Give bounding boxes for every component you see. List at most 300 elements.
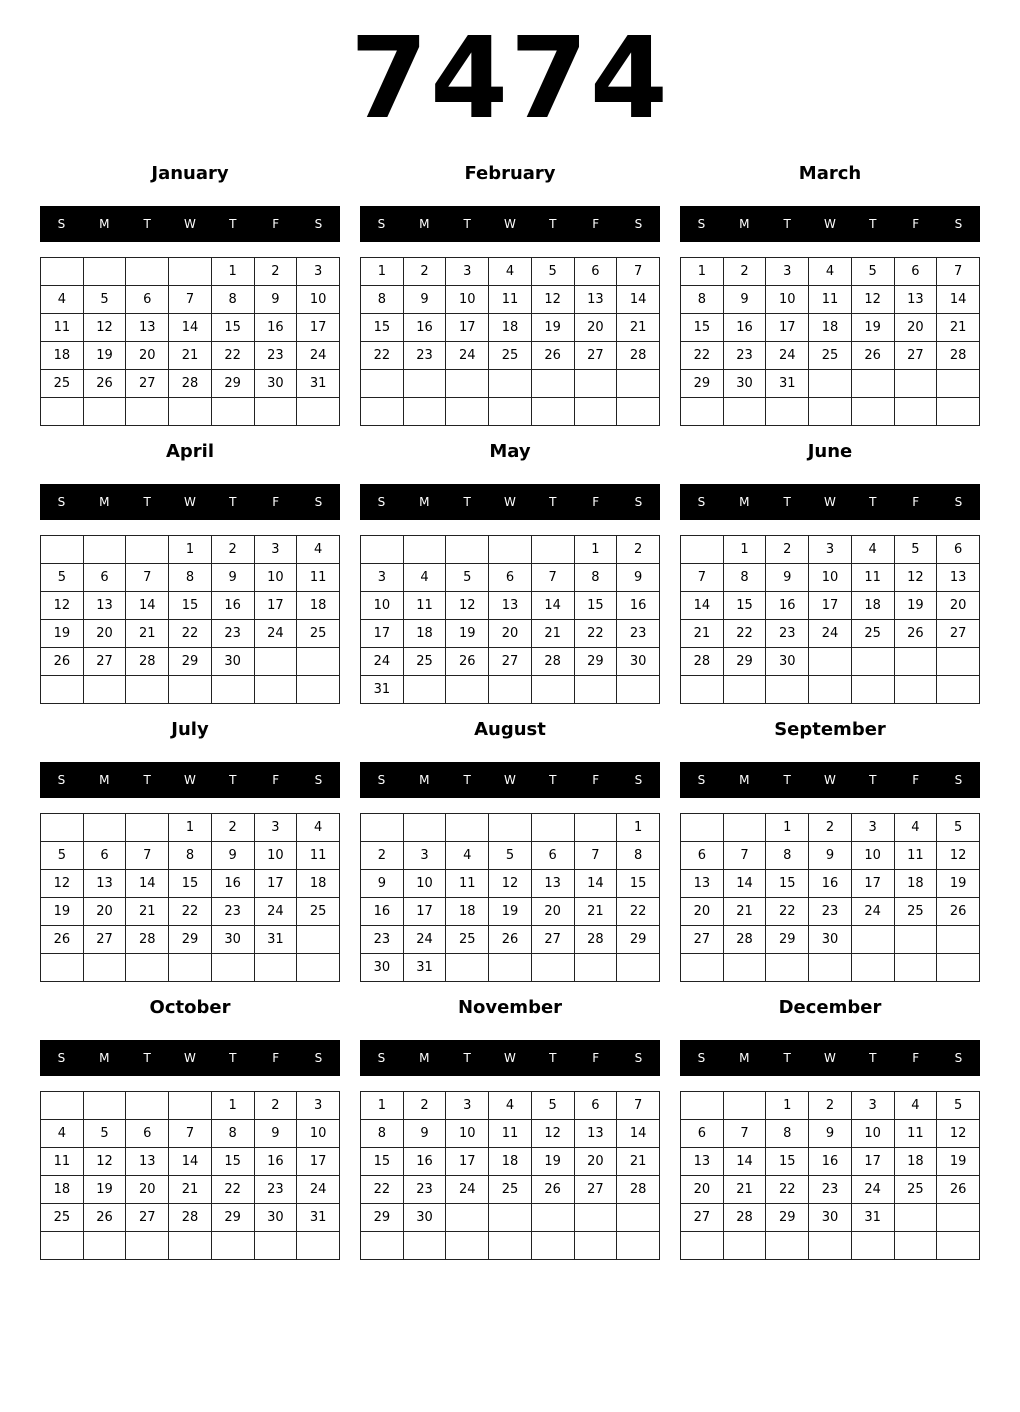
day-cell [41, 398, 84, 426]
day-cell: 31 [851, 1204, 894, 1232]
weekday-header: W [504, 1051, 516, 1065]
week-row [681, 564, 980, 592]
day-cell: 25 [403, 648, 446, 676]
day-cell: 31 [361, 676, 404, 704]
weekday-header: T [463, 217, 471, 231]
day-cell [617, 1204, 660, 1232]
weekday-header: S [314, 495, 323, 509]
day-grid [360, 1091, 660, 1260]
day-cell: 17 [851, 870, 894, 898]
day-cell: 12 [83, 1148, 126, 1176]
day-cell: 10 [851, 1120, 894, 1148]
day-cell: 8 [169, 564, 212, 592]
year-title: 7474 [350, 14, 670, 144]
day-cell: 14 [169, 1148, 212, 1176]
day-cell: 11 [809, 286, 852, 314]
day-cell [169, 1232, 212, 1260]
day-cell: 27 [574, 342, 617, 370]
day-cell: 2 [254, 258, 297, 286]
day-cell [574, 398, 617, 426]
day-cell: 27 [681, 926, 724, 954]
day-cell: 30 [809, 1204, 852, 1232]
day-cell: 16 [361, 898, 404, 926]
day-cell: 18 [489, 1148, 532, 1176]
day-cell: 26 [937, 898, 980, 926]
day-cell: 25 [446, 926, 489, 954]
weekday-header: T [549, 495, 557, 509]
day-cell [403, 536, 446, 564]
day-cell: 27 [83, 926, 126, 954]
day-cell: 19 [937, 1148, 980, 1176]
day-cell: 11 [489, 286, 532, 314]
weekday-header: M [739, 217, 750, 231]
day-cell [531, 676, 574, 704]
weekday-header: S [634, 1051, 643, 1065]
day-cell: 7 [169, 1120, 212, 1148]
day-cell: 8 [617, 842, 660, 870]
month-title: May [489, 441, 531, 462]
weekday-header: S [954, 495, 963, 509]
weekday-header: T [783, 773, 791, 787]
day-grid [40, 257, 340, 426]
day-cell [681, 814, 724, 842]
day-cell: 8 [211, 286, 254, 314]
week-row [41, 370, 340, 398]
day-cell: 5 [83, 1120, 126, 1148]
weekday-header: T [463, 773, 471, 787]
day-cell: 25 [41, 370, 84, 398]
day-cell: 23 [403, 1176, 446, 1204]
day-cell: 1 [723, 536, 766, 564]
day-cell: 11 [41, 314, 84, 342]
day-cell: 22 [211, 342, 254, 370]
day-cell: 8 [361, 1120, 404, 1148]
day-cell: 2 [254, 1092, 297, 1120]
day-cell [894, 954, 937, 982]
weekday-header: M [99, 495, 110, 509]
day-cell: 14 [723, 870, 766, 898]
day-cell [851, 676, 894, 704]
day-cell: 18 [894, 870, 937, 898]
week-row [361, 342, 660, 370]
day-cell: 1 [361, 258, 404, 286]
day-cell [446, 1204, 489, 1232]
day-cell: 10 [297, 286, 340, 314]
day-grid [680, 813, 980, 982]
day-cell [83, 676, 126, 704]
weekday-header: T [143, 1051, 151, 1065]
day-cell: 25 [894, 1176, 937, 1204]
day-cell: 25 [297, 898, 340, 926]
day-cell: 13 [937, 564, 980, 592]
day-cell: 9 [617, 564, 660, 592]
day-cell [531, 536, 574, 564]
weekday-header: W [184, 495, 196, 509]
day-cell: 29 [211, 1204, 254, 1232]
day-cell: 29 [211, 370, 254, 398]
day-cell: 6 [681, 1120, 724, 1148]
day-cell: 28 [723, 926, 766, 954]
weekday-header-row [360, 484, 660, 520]
day-cell [937, 1204, 980, 1232]
day-cell: 23 [809, 1176, 852, 1204]
day-cell: 29 [574, 648, 617, 676]
weekday-header: T [549, 773, 557, 787]
day-cell: 19 [937, 870, 980, 898]
week-row [361, 1176, 660, 1204]
day-cell: 11 [894, 842, 937, 870]
day-cell: 7 [681, 564, 724, 592]
day-cell: 24 [254, 620, 297, 648]
day-cell: 4 [41, 286, 84, 314]
day-cell [851, 398, 894, 426]
day-cell: 5 [531, 258, 574, 286]
day-cell: 26 [937, 1176, 980, 1204]
day-cell [681, 954, 724, 982]
day-cell: 24 [446, 1176, 489, 1204]
day-cell: 14 [169, 314, 212, 342]
weekday-header: W [824, 1051, 836, 1065]
day-cell: 4 [403, 564, 446, 592]
day-cell: 28 [531, 648, 574, 676]
day-cell: 2 [809, 1092, 852, 1120]
day-cell: 1 [574, 536, 617, 564]
weekday-header: S [377, 217, 386, 231]
weekday-header: S [954, 773, 963, 787]
day-cell [617, 398, 660, 426]
month-title: August [474, 719, 546, 740]
day-cell: 15 [574, 592, 617, 620]
day-cell: 27 [489, 648, 532, 676]
week-row [681, 1148, 980, 1176]
day-cell [403, 814, 446, 842]
day-cell: 8 [723, 564, 766, 592]
day-cell: 27 [574, 1176, 617, 1204]
day-cell: 3 [254, 536, 297, 564]
day-cell [489, 1204, 532, 1232]
week-row [681, 1092, 980, 1120]
day-cell: 21 [126, 620, 169, 648]
weekday-header: S [57, 1051, 66, 1065]
day-cell: 24 [851, 898, 894, 926]
day-cell: 8 [169, 842, 212, 870]
day-cell: 30 [723, 370, 766, 398]
day-cell: 14 [937, 286, 980, 314]
day-cell: 4 [851, 536, 894, 564]
day-cell: 22 [169, 898, 212, 926]
week-row [361, 592, 660, 620]
day-cell: 16 [403, 314, 446, 342]
day-cell: 9 [809, 1120, 852, 1148]
day-cell [297, 954, 340, 982]
day-grid [40, 813, 340, 982]
day-cell: 23 [254, 1176, 297, 1204]
day-cell: 29 [766, 926, 809, 954]
day-cell: 16 [254, 314, 297, 342]
day-cell [723, 954, 766, 982]
day-cell: 10 [361, 592, 404, 620]
month-title: December [778, 997, 882, 1018]
day-cell: 24 [297, 1176, 340, 1204]
day-cell [937, 648, 980, 676]
day-grid [40, 1091, 340, 1260]
day-cell [851, 926, 894, 954]
day-cell: 13 [126, 1148, 169, 1176]
day-cell: 21 [617, 314, 660, 342]
day-cell: 21 [169, 1176, 212, 1204]
weekday-header: S [57, 773, 66, 787]
day-cell: 3 [297, 258, 340, 286]
week-row [41, 314, 340, 342]
weekday-header: F [912, 495, 920, 509]
day-cell: 19 [83, 1176, 126, 1204]
day-cell: 8 [766, 1120, 809, 1148]
day-cell [126, 258, 169, 286]
day-cell: 16 [723, 314, 766, 342]
week-row [361, 926, 660, 954]
day-cell [41, 1092, 84, 1120]
weekday-header: W [184, 773, 196, 787]
week-row [361, 564, 660, 592]
day-cell: 18 [894, 1148, 937, 1176]
day-cell: 18 [297, 592, 340, 620]
weekday-header-row [680, 206, 980, 242]
day-cell: 12 [531, 1120, 574, 1148]
day-cell: 9 [361, 870, 404, 898]
day-cell: 5 [41, 564, 84, 592]
day-cell: 26 [531, 1176, 574, 1204]
day-cell: 28 [723, 1204, 766, 1232]
weekday-header-row [40, 206, 340, 242]
day-cell: 3 [446, 1092, 489, 1120]
day-cell: 22 [574, 620, 617, 648]
day-cell [41, 536, 84, 564]
day-cell [574, 1232, 617, 1260]
day-cell: 30 [361, 954, 404, 982]
week-row [681, 592, 980, 620]
day-cell [126, 676, 169, 704]
day-cell [83, 814, 126, 842]
week-row [361, 676, 660, 704]
day-cell: 3 [254, 814, 297, 842]
day-cell: 29 [723, 648, 766, 676]
day-cell [531, 1232, 574, 1260]
day-cell: 6 [574, 258, 617, 286]
day-cell: 21 [723, 898, 766, 926]
day-cell: 4 [809, 258, 852, 286]
day-cell: 12 [41, 592, 84, 620]
day-cell: 25 [894, 898, 937, 926]
weekday-header: F [592, 1051, 600, 1065]
week-row [41, 648, 340, 676]
day-cell: 9 [211, 564, 254, 592]
week-row [681, 536, 980, 564]
day-cell: 8 [574, 564, 617, 592]
day-grid [360, 535, 660, 704]
day-cell: 12 [489, 870, 532, 898]
day-cell: 23 [361, 926, 404, 954]
day-cell [894, 926, 937, 954]
week-row [681, 370, 980, 398]
week-row [41, 870, 340, 898]
day-cell [169, 398, 212, 426]
weekday-header: S [697, 217, 706, 231]
day-cell: 24 [254, 898, 297, 926]
day-cell: 22 [723, 620, 766, 648]
day-cell: 2 [766, 536, 809, 564]
day-cell: 16 [766, 592, 809, 620]
day-cell: 17 [254, 870, 297, 898]
day-cell [723, 814, 766, 842]
day-cell: 28 [126, 648, 169, 676]
day-cell [126, 1092, 169, 1120]
day-cell [41, 258, 84, 286]
day-cell: 17 [766, 314, 809, 342]
day-cell: 31 [297, 370, 340, 398]
day-cell [361, 814, 404, 842]
day-cell [254, 954, 297, 982]
day-cell: 8 [681, 286, 724, 314]
week-row [681, 1204, 980, 1232]
day-cell: 30 [254, 1204, 297, 1232]
day-cell: 14 [723, 1148, 766, 1176]
day-cell: 15 [723, 592, 766, 620]
day-cell: 9 [723, 286, 766, 314]
day-cell: 15 [361, 1148, 404, 1176]
weekday-header: S [954, 1051, 963, 1065]
day-cell: 26 [489, 926, 532, 954]
day-cell [574, 954, 617, 982]
week-row [41, 814, 340, 842]
day-cell [297, 1232, 340, 1260]
day-cell: 29 [681, 370, 724, 398]
day-cell [723, 398, 766, 426]
weekday-header: M [739, 773, 750, 787]
day-cell: 14 [126, 870, 169, 898]
day-cell: 2 [617, 536, 660, 564]
day-cell: 4 [894, 1092, 937, 1120]
day-cell: 13 [894, 286, 937, 314]
day-cell: 22 [169, 620, 212, 648]
day-cell: 17 [809, 592, 852, 620]
day-cell: 29 [169, 648, 212, 676]
day-cell [254, 1232, 297, 1260]
week-row [41, 536, 340, 564]
day-cell: 10 [446, 286, 489, 314]
week-row [681, 842, 980, 870]
day-cell: 3 [809, 536, 852, 564]
weekday-header: W [184, 1051, 196, 1065]
week-row [41, 592, 340, 620]
weekday-header: M [739, 495, 750, 509]
weekday-header: W [504, 773, 516, 787]
day-cell: 9 [403, 286, 446, 314]
weekday-header: T [229, 773, 237, 787]
week-row [361, 1092, 660, 1120]
day-cell: 14 [681, 592, 724, 620]
day-cell [574, 814, 617, 842]
weekday-header: M [739, 1051, 750, 1065]
day-cell: 20 [489, 620, 532, 648]
weekday-header: S [634, 495, 643, 509]
day-cell [446, 954, 489, 982]
day-grid [680, 1091, 980, 1260]
day-cell: 23 [617, 620, 660, 648]
day-cell [361, 536, 404, 564]
day-cell: 13 [126, 314, 169, 342]
day-cell: 7 [169, 286, 212, 314]
day-cell: 17 [446, 1148, 489, 1176]
day-cell: 25 [297, 620, 340, 648]
day-cell: 30 [403, 1204, 446, 1232]
day-cell [126, 398, 169, 426]
day-cell: 30 [211, 648, 254, 676]
day-cell: 8 [211, 1120, 254, 1148]
weekday-header: M [99, 1051, 110, 1065]
day-cell [254, 676, 297, 704]
week-row [681, 342, 980, 370]
day-cell: 23 [809, 898, 852, 926]
day-cell: 11 [41, 1148, 84, 1176]
day-cell: 12 [531, 286, 574, 314]
day-cell [254, 398, 297, 426]
day-cell [681, 398, 724, 426]
weekday-header: S [314, 773, 323, 787]
day-cell: 22 [361, 1176, 404, 1204]
day-cell: 9 [809, 842, 852, 870]
weekday-header: S [954, 217, 963, 231]
weekday-header: F [272, 217, 280, 231]
day-cell [723, 1092, 766, 1120]
day-cell: 17 [403, 898, 446, 926]
day-cell: 10 [766, 286, 809, 314]
day-grid [360, 813, 660, 982]
day-cell: 31 [766, 370, 809, 398]
day-cell: 11 [489, 1120, 532, 1148]
week-row [361, 398, 660, 426]
day-cell [403, 370, 446, 398]
day-cell: 15 [211, 1148, 254, 1176]
day-cell [937, 370, 980, 398]
day-cell: 5 [937, 814, 980, 842]
week-row [41, 842, 340, 870]
day-cell: 15 [169, 870, 212, 898]
day-cell: 24 [297, 342, 340, 370]
day-cell: 23 [254, 342, 297, 370]
week-row [41, 564, 340, 592]
day-cell: 7 [937, 258, 980, 286]
day-cell: 16 [809, 1148, 852, 1176]
weekday-header-row [680, 762, 980, 798]
day-cell: 2 [403, 258, 446, 286]
day-cell [403, 398, 446, 426]
day-cell: 13 [574, 1120, 617, 1148]
day-cell: 25 [851, 620, 894, 648]
day-cell: 8 [361, 286, 404, 314]
day-cell [809, 954, 852, 982]
day-cell: 22 [766, 1176, 809, 1204]
day-cell: 24 [809, 620, 852, 648]
weekday-header: W [824, 217, 836, 231]
day-cell: 6 [574, 1092, 617, 1120]
day-cell [851, 954, 894, 982]
weekday-header: T [869, 773, 877, 787]
day-cell [211, 398, 254, 426]
day-cell [446, 370, 489, 398]
day-cell [574, 370, 617, 398]
day-cell: 6 [681, 842, 724, 870]
day-cell: 14 [126, 592, 169, 620]
